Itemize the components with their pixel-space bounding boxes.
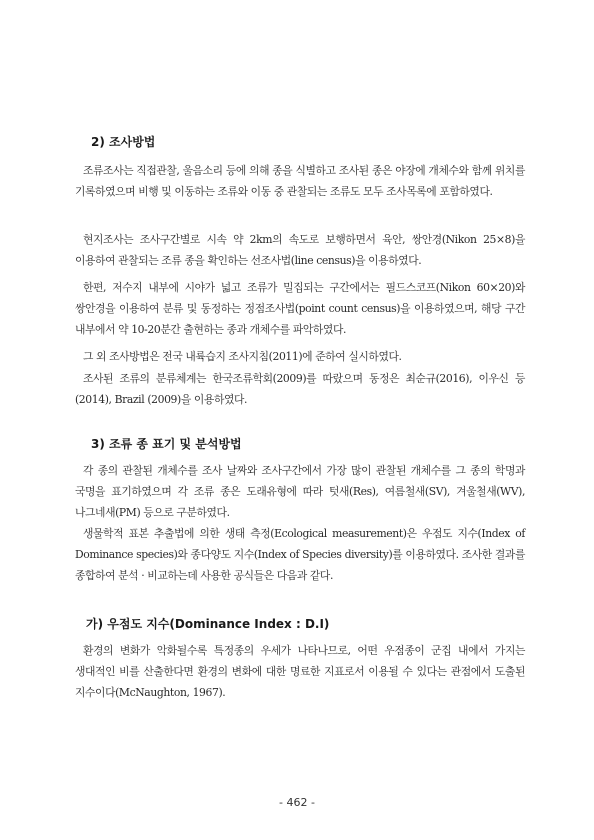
section-heading-survey-method: 2) 조사방법 (91, 135, 156, 149)
paragraph-survey-guideline: 그 외 조사방법은 전국 내륙습지 조사지침(2011)에 준하여 실시하였다. (83, 350, 402, 363)
page-number: - 462 - (279, 796, 315, 809)
paragraph-survey-intro: 조류조사는 직접관찰, 울음소리 등에 의해 종을 식별하고 조사된 종은 야장에 개체수와 함께 위치를 기록하였으며 비행 및 이동하는 조류와 이동 중 관찰되는 조류도 모두 조사목록에 포함하였다. (75, 164, 525, 198)
paragraph-classification: 조사된 조류의 분류체계는 한국조류학회(2009)를 따랐으며 동정은 최순규(2016), 이우신 등(2014), Brazil (2009)을 이용하였다. (75, 372, 525, 406)
paragraph-species-notation: 각 종의 관찰된 개체수를 조사 날짜와 조사구간에서 가장 많이 관찰된 개체수를 그 종의 학명과 국명을 표기하였으며 각 조류 종은 도래유형에 따라 텃새(Res), 여름철새(SV), 겨울철새(WV), 나그네새(PM) 등으로 구분하였다. (75, 464, 525, 519)
paragraph-dominance-index: 환경의 변화가 악화될수록 특정종의 우세가 나타나므로, 어떤 우점종이 군집 내에서 가지는 생대적인 비를 산출한다면 환경의 변화에 대한 명료한 지표로서 이용될 수 있다는 관점에서 도출된 지수이다(McNaughton, 1967). (75, 644, 525, 699)
paragraph-point-count: 한편, 저수지 내부에 시야가 넓고 조류가 밀집되는 구간에서는 필드스코프(Nikon 60×20)와 쌍안경을 이용하여 분류 및 동정하는 정점조사법(point count census)을 이용하였으며, 해당 구간 내부에서 약 10-20분간 출현하는 종과 개체수를 파악하였다. (75, 281, 525, 336)
section-heading-analysis-method: 3) 조류 종 표기 및 분석방법 (91, 437, 242, 451)
subsection-heading-dominance-index: 가) 우점도 지수(Dominance Index : D.I) (86, 617, 330, 631)
paragraph-line-census: 현지조사는 조사구간별로 시속 약 2km의 속도로 보행하면서 육안, 쌍안경(Nikon 25×8)을 이용하여 관찰되는 조류 종을 확인하는 선조사법(line census)을 이용하였다. (75, 233, 525, 267)
paragraph-ecological-measurement: 생물학적 표본 추출법에 의한 생태 측정(Ecological measurement)은 우점도 지수(Index of Dominance species)와 종다양도 지수(Index of Species diversity)를 이용하였다. 조사한 결과를 종합하여 분석 · 비교하는데 사용한 공식들은 다음과 같다. (75, 527, 525, 582)
